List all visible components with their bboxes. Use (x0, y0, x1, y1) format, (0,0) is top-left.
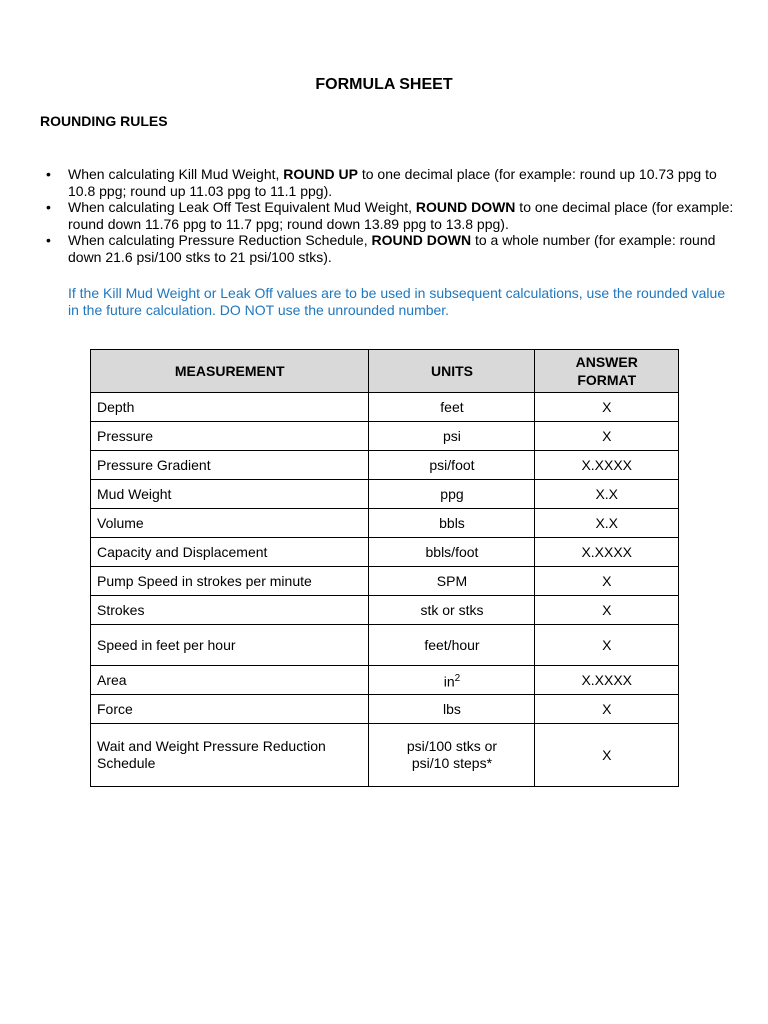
cell-measurement: Capacity and Displacement (91, 538, 369, 567)
table-row (91, 509, 679, 538)
units-text: in (443, 673, 455, 690)
bullet-icon: • (46, 166, 51, 182)
rule-emphasis: ROUND DOWN (371, 232, 472, 248)
rule-text: to one decimal place (for example: round down 11.76 ppg to 11.7 ppg; round down 13.89 ppg to 13.8 ppg). (68, 199, 734, 232)
cell-format: X (535, 596, 679, 625)
cell-measurement: Mud Weight (91, 480, 369, 509)
rule-text: When calculating Pressure Reduction Schedule, (68, 232, 372, 248)
units-superscript: 2 (454, 672, 461, 684)
table-header-row (91, 350, 679, 393)
rule-item (46, 166, 736, 199)
cell-measurement: Volume (91, 509, 369, 538)
cell-units: feet/hour (369, 625, 535, 666)
cell-measurement: Depth (91, 393, 369, 422)
cell-units: feet (369, 393, 535, 422)
table-row (91, 724, 679, 787)
table-row (91, 480, 679, 509)
bullet-icon: • (46, 232, 51, 248)
cell-units: SPM (369, 567, 535, 596)
cell-measurement: Force (91, 695, 369, 724)
cell-units: bbls/foot (369, 538, 535, 567)
page-title: FORMULA SHEET (315, 76, 453, 93)
rule-text: to a whole number (for example: round down 21.6 psi/100 stks to 21 psi/100 stks). (68, 232, 716, 265)
cell-units: psi/foot (369, 451, 535, 480)
cell-measurement: Pressure Gradient (91, 451, 369, 480)
rule-item (46, 199, 736, 232)
header-answer-format (535, 350, 679, 393)
cell-format: X (535, 695, 679, 724)
table-row (91, 567, 679, 596)
cell-units: lbs (369, 695, 535, 724)
cell-units (369, 724, 535, 787)
cell-units: bbls (369, 509, 535, 538)
cell-format: X (535, 625, 679, 666)
cell-format: X.XXXX (535, 451, 679, 480)
cell-measurement: Strokes (91, 596, 369, 625)
section-heading: ROUNDING RULES (40, 113, 168, 129)
cell-units: psi (369, 422, 535, 451)
cell-units (369, 666, 535, 695)
rounding-rules-list (46, 166, 736, 265)
measurement-line2: Schedule (97, 755, 156, 771)
table-row (91, 596, 679, 625)
table-row (91, 666, 679, 695)
bullet-icon: • (46, 199, 51, 215)
rule-emphasis: ROUND UP (283, 166, 358, 182)
cell-format: X (535, 393, 679, 422)
rule-text: When calculating Leak Off Test Equivalent Mud Weight, (68, 199, 416, 215)
answer-format-table (90, 349, 679, 787)
rule-text: to one decimal place (for example: round up 10.73 ppg to 10.8 ppg; round up 11.03 ppg to 11.1 ppg). (68, 166, 717, 199)
cell-format: X (535, 567, 679, 596)
rule-emphasis: ROUND DOWN (415, 199, 516, 215)
cell-units: stk or stks (369, 596, 535, 625)
header-measurement: MEASUREMENT (91, 350, 369, 393)
cell-format: X.X (535, 480, 679, 509)
table-row (91, 625, 679, 666)
cell-format: X (535, 724, 679, 787)
table-row (91, 695, 679, 724)
units-line2: psi/10 steps* (411, 755, 493, 771)
cell-format: X.XXXX (535, 666, 679, 695)
table-row (91, 451, 679, 480)
cell-measurement: Pump Speed in strokes per minute (91, 567, 369, 596)
rule-text: When calculating Kill Mud Weight, (68, 166, 284, 182)
cell-measurement: Speed in feet per hour (91, 625, 369, 666)
cell-format: X (535, 422, 679, 451)
header-units: UNITS (369, 350, 535, 393)
rule-item (46, 232, 736, 265)
cell-measurement (91, 724, 369, 787)
cell-format: X.X (535, 509, 679, 538)
cell-measurement: Pressure (91, 422, 369, 451)
table-row (91, 538, 679, 567)
header-format-line2: FORMAT (577, 372, 637, 388)
rounding-note: If the Kill Mud Weight or Leak Off values are to be used in subsequent calculations, use the rounded value in the future calculation. DO NOT use the unrounded number. (68, 285, 726, 318)
cell-units: ppg (369, 480, 535, 509)
table-row (91, 422, 679, 451)
table-row (91, 393, 679, 422)
cell-format: X.XXXX (535, 538, 679, 567)
measurement-line1: Wait and Weight Pressure Reduction (97, 738, 326, 754)
header-format-line1: ANSWER (575, 354, 638, 370)
cell-measurement: Area (91, 666, 369, 695)
units-line1: psi/100 stks or (406, 738, 498, 754)
